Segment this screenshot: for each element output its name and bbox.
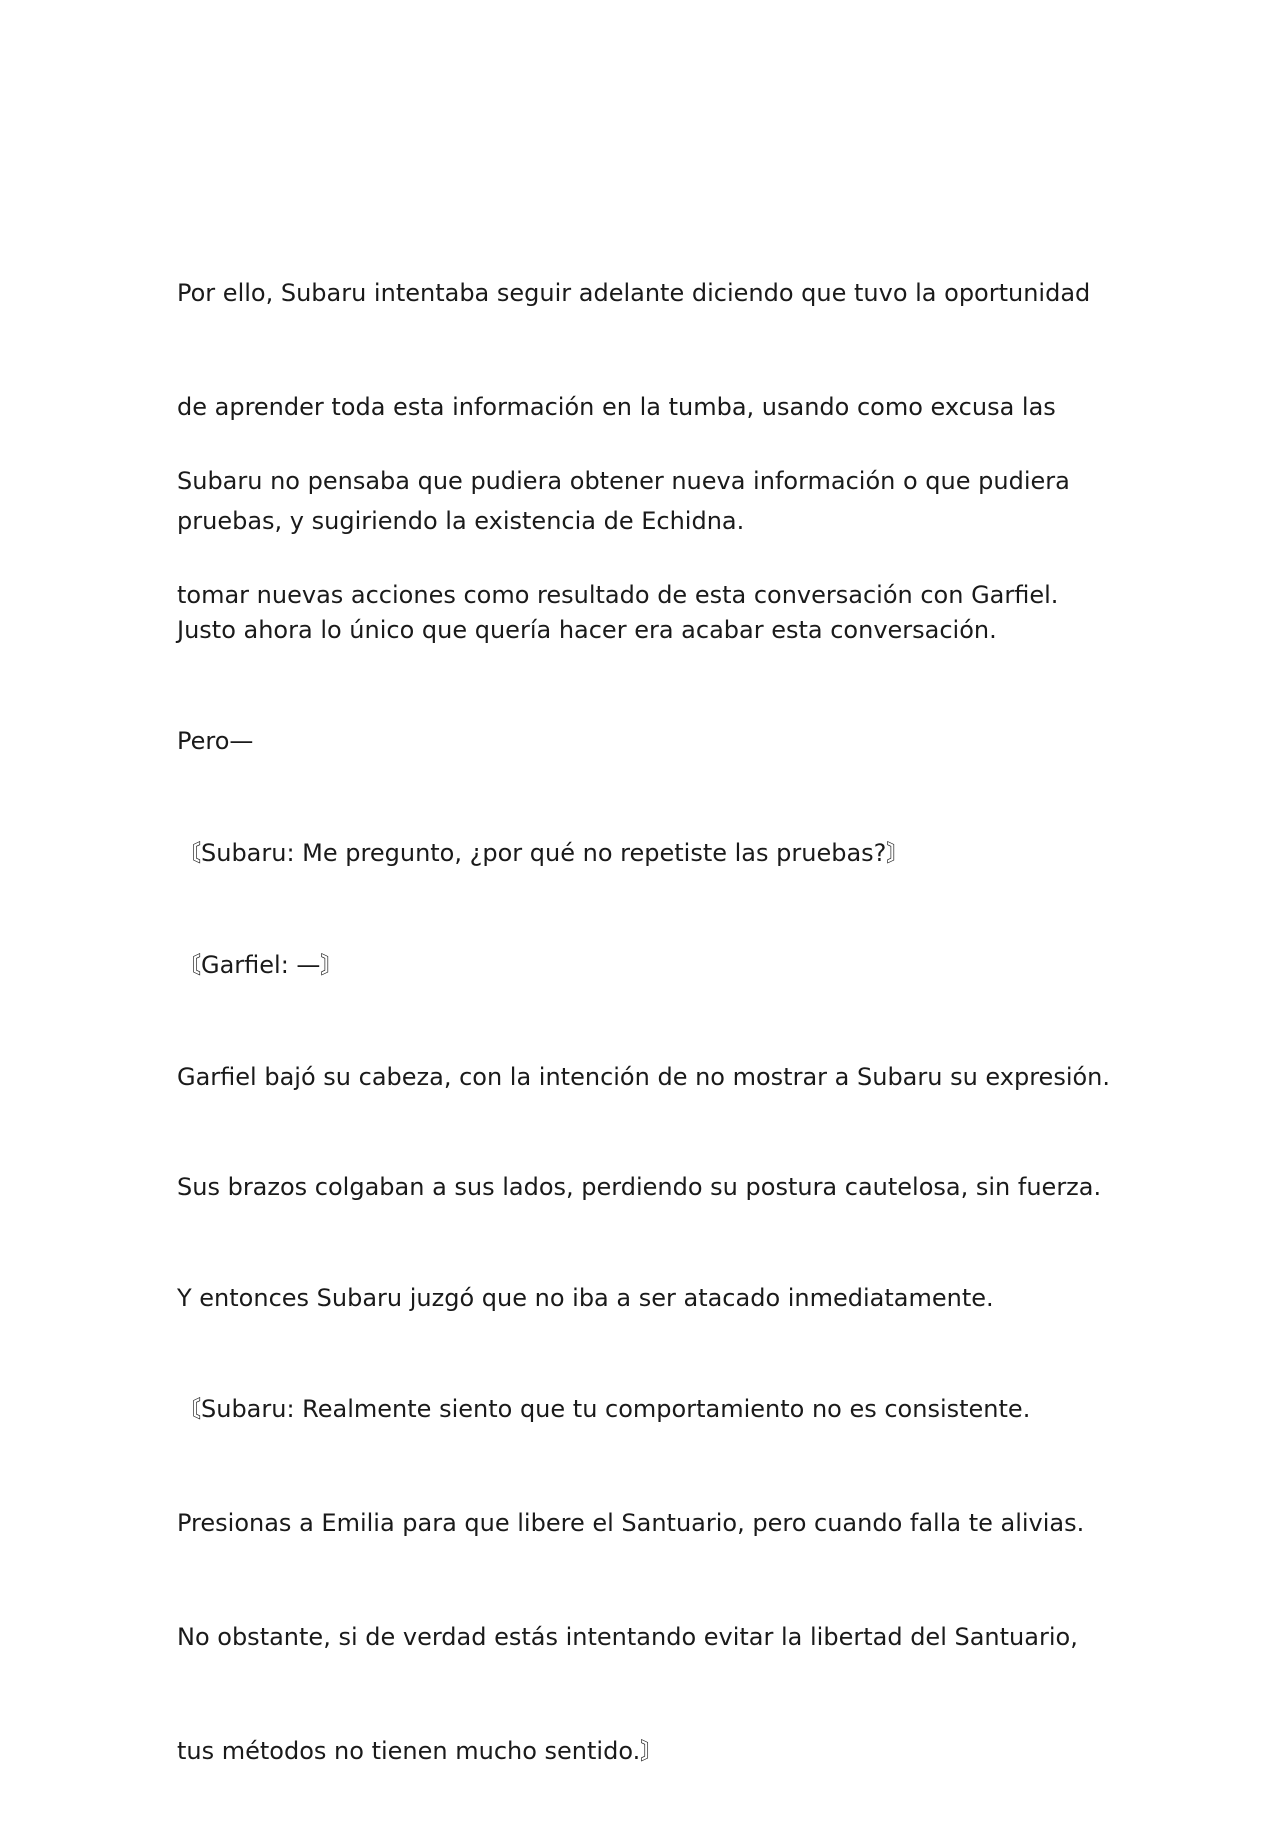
dialogue-subaru-2	[177, 1314, 1107, 1846]
text-line: de aprender toda esta información en la tumba, usando como excusa las	[177, 393, 1056, 421]
text-line: Pero—	[177, 727, 254, 755]
text-line: Subaru no pensaba que pudiera obtener nueva información o que pudiera	[177, 467, 1070, 495]
text-line: Presionas a Emilia para que libere el Santuario, pero cuando falla te alivias.	[177, 1509, 1085, 1537]
text-line: pruebas, y sugiriendo la existencia de Echidna.	[177, 507, 745, 535]
text-line: Justo ahora lo único que quería hacer era acabar esta conversación.	[177, 616, 997, 644]
text-line: Sus brazos colgaban a sus lados, perdiendo su postura cautelosa, sin fuerza.	[177, 1173, 1102, 1201]
text-line: 〘Subaru: Me pregunto, ¿por qué no repetiste las pruebas?〙	[177, 839, 911, 867]
text-line: No obstante, si de verdad estás intentando evitar la libertad del Santuario,	[177, 1623, 1078, 1651]
text-line: Y entonces Subaru juzgó que no iba a ser atacado inmediatamente.	[177, 1284, 994, 1312]
text-line: 〘Garfiel: —〙	[177, 951, 345, 979]
text-line: 〘Subaru: Realmente siento que tu comportamiento no es consistente.	[177, 1395, 1031, 1423]
text-line: Garfiel bajó su cabeza, con la intención de no mostrar a Subaru su expresión.	[177, 1063, 1111, 1091]
text-line: tus métodos no tienen mucho sentido.〙	[177, 1737, 665, 1765]
text-line: tomar nuevas acciones como resultado de esta conversación con Garfiel.	[177, 581, 1059, 609]
text-line: Por ello, Subaru intentaba seguir adelante diciendo que tuvo la oportunidad	[177, 279, 1091, 307]
